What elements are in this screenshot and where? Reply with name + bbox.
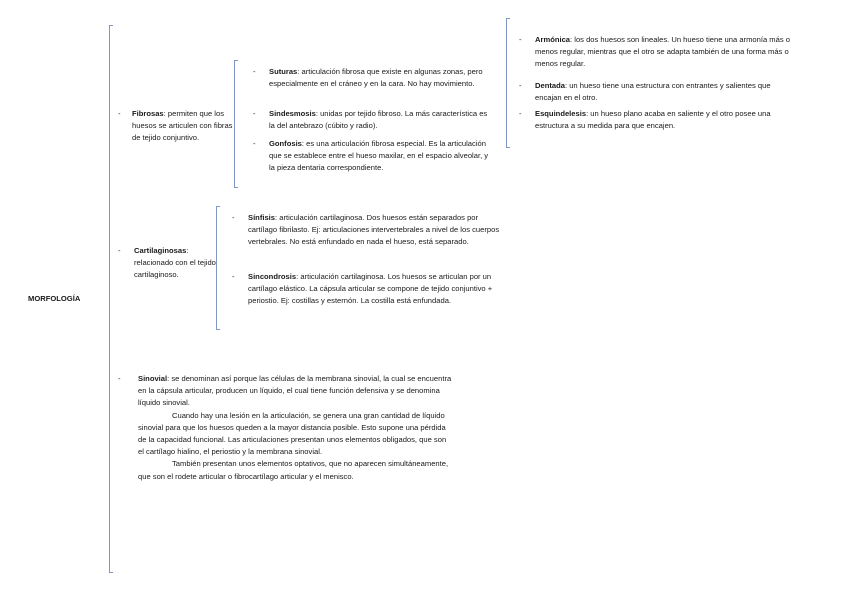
armonica-item <box>519 34 795 71</box>
sinovial-term: Sinovial <box>138 374 168 383</box>
sindesmosis-term: Sindesmosis <box>269 109 316 118</box>
sinovial-paragraph-2: También presentan unos elementos optativos, que no aparecen simultáneamente, que son el rodete articular o fibrocartílago articular y el menisco. <box>138 459 449 481</box>
bullet-dash: - <box>232 272 235 281</box>
bullet-dash: - <box>519 109 522 118</box>
cartilaginosas-text <box>118 245 216 282</box>
dentada-item <box>519 80 795 104</box>
suturas-desc: : articulación fibrosa que existe en algunas zonas, pero especialmente en el cráneo y en la cara. No hay movimiento. <box>269 67 483 89</box>
fibrosas-term: Fibrosas <box>132 109 164 118</box>
bullet-dash: - <box>253 67 256 76</box>
armonica-desc: : los dos huesos son lineales. Un hueso tiene una armonía más o menos regular, mientras que el otro se adapta también de una forma más o menos regular. <box>535 35 790 69</box>
bullet-dash: - <box>253 139 256 148</box>
suturas-text <box>253 66 493 90</box>
esquindelesis-desc: : un hueso plano acaba en saliente y el otro posee una estructura a su medida para que encajen. <box>535 109 771 131</box>
bullet-dash: - <box>519 81 522 90</box>
main-brace <box>109 25 110 573</box>
suturas-term: Suturas <box>269 67 298 76</box>
sinovial-desc: : se denominan así porque las células de la membrana sinovial, la cual se encuentra en la cápsula articular, producen un líquido, el cual tiene función defensiva y se denomina líquido sinovial. <box>138 374 452 408</box>
sincondrosis-term: Sincondrosis <box>248 272 297 281</box>
dentada-text <box>519 80 795 104</box>
sinovial-paragraph-1: Cuando hay una lesión en la articulación, se genera una gran cantidad de líquido sinovial para que los huesos queden a la mayor distancia posible. Esto supone una pérdida de la capacidad funcional. Las articulaciones presentan unos elementos obligados, que son el cartílago hialino, el periostio y la membrana sinovial. <box>138 410 447 457</box>
suturas-item <box>253 66 493 90</box>
fibrosas-item <box>118 108 238 145</box>
suturas-types-brace <box>506 18 507 148</box>
bullet-dash: - <box>118 109 121 118</box>
sinovial-text <box>118 373 454 410</box>
esquindelesis-item <box>519 108 795 132</box>
fibrosas-desc: : permiten que los huesos se articulen con fibras de tejido conjuntivo. <box>132 109 233 143</box>
sinfisis-term: Sínfisis <box>248 213 276 222</box>
root-label: MORFOLOGÍA <box>28 294 81 303</box>
dentada-term: Dentada <box>535 81 565 90</box>
cartilaginosas-term: Cartilaginosas <box>134 246 187 255</box>
gonfosis-text <box>253 138 493 175</box>
gonfosis-item <box>253 138 493 175</box>
fibrosas-text <box>118 108 238 145</box>
esquindelesis-term: Esquindelesis <box>535 109 587 118</box>
sinovial-item <box>118 373 454 483</box>
cartilaginosas-desc: : relacionado con el tejido cartilaginoso. <box>134 246 216 280</box>
gonfosis-desc: : es una articulación fibrosa especial. Es la articulación que se establece entre el hueso maxilar, en el espacio alveolar, y la pieza dentaria correspondiente. <box>269 139 489 173</box>
sincondrosis-text <box>232 271 504 308</box>
sincondrosis-desc: : articulación cartilaginosa. Los huesos se articulan por un cartílago elástico. La cápsula articular se compone de tejido conjuntivo + periostio. Ej: costillas y esternón. La costilla está enfundada. <box>248 272 493 306</box>
bullet-dash: - <box>232 213 235 222</box>
sindesmosis-text <box>253 108 493 132</box>
bullet-dash: - <box>253 109 256 118</box>
sindesmosis-desc: : unidas por tejido fibroso. La más característica es la del antebrazo (cúbito y radio). <box>269 109 488 131</box>
bullet-dash: - <box>519 35 522 44</box>
sinfisis-text <box>232 212 504 249</box>
dentada-desc: : un hueso tiene una estructura con entrantes y salientes que encajan en el otro. <box>535 81 771 103</box>
armonica-term: Armónica <box>535 35 571 44</box>
sinfisis-item <box>232 212 504 249</box>
cartilaginosas-brace <box>216 206 217 330</box>
sindesmosis-item <box>253 108 493 132</box>
sinfisis-desc: : articulación cartilaginosa. Dos huesos están separados por cartílago fibrilasto. Ej: articulaciones intervertebrales a nivel de los cuerpos vertebrales. No está enfundado en nada el hueso, está separado. <box>248 213 500 247</box>
bullet-dash: - <box>118 374 121 383</box>
gonfosis-term: Gonfosis <box>269 139 302 148</box>
bullet-dash: - <box>118 246 121 255</box>
esquindelesis-text <box>519 108 795 132</box>
armonica-text <box>519 34 795 71</box>
fibrosas-brace <box>234 60 235 188</box>
sincondrosis-item <box>232 271 504 308</box>
cartilaginosas-item <box>118 245 216 282</box>
